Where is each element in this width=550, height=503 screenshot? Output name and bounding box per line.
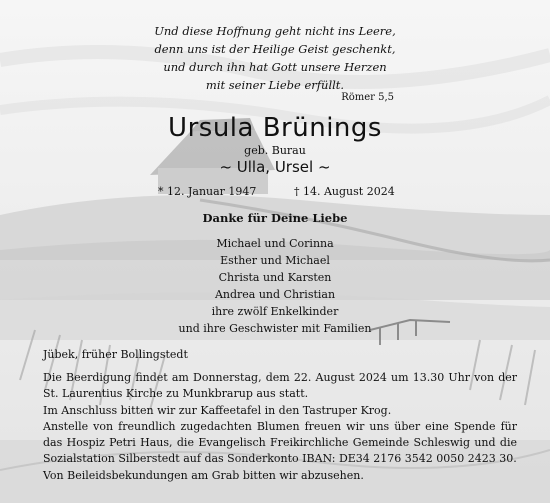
- verse-reference: Römer 5,5: [341, 92, 394, 103]
- reception-paragraph: Im Anschluss bitten wir zur Kaffeetafel in den Tastruper Krog.: [43, 403, 392, 417]
- verse-line: denn uns ist der Heilige Geist geschenkt,: [154, 42, 396, 56]
- donation-paragraph: Anstelle von freundlich zugedachten Blumen freuen wir uns über eine Spende für das Hospiz Petri Haus, die Evangelisch Freikirchliche Gemeinde Schleswig und die Sozialstation Silberstedt auf das Sonderkonto IBAN: DE34 2176 3542 0050 2423 30.: [43, 419, 517, 466]
- deceased-name: Ursula Brünings: [168, 113, 382, 143]
- family-member: Andrea und Christian: [214, 288, 336, 301]
- family-member: Christa und Karsten: [218, 271, 332, 284]
- birth-name: geb. Burau: [244, 144, 306, 157]
- family-member: ihre zwölf Enkelkinder: [211, 305, 339, 318]
- bible-verse: [0, 22, 550, 94]
- thanks-heading: Danke für Deine Liebe: [202, 211, 348, 225]
- family-member: Esther und Michael: [220, 254, 330, 267]
- death-date: † 14. August 2024: [294, 185, 395, 198]
- condolence-paragraph: Von Beileidsbekundungen am Grab bitten wir abzusehen.: [43, 468, 364, 482]
- nickname: ~ Ulla, Ursel ~: [219, 158, 331, 176]
- verse-line: Und diese Hoffnung geht nicht ins Leere,: [154, 24, 396, 38]
- place-of-residence: Jübek, früher Bollingstedt: [43, 348, 188, 361]
- funeral-paragraph: Die Beerdigung findet am Donnerstag, dem 22. August 2024 um 13.30 Uhr von der St. Laurentius Kirche zu Munkbrarup aus statt.: [43, 371, 517, 401]
- family-list: [0, 235, 550, 337]
- birth-date: * 12. Januar 1947: [158, 185, 257, 198]
- verse-line: und durch ihn hat Gott unsere Herzen: [163, 60, 387, 74]
- family-member: Michael und Corinna: [216, 237, 334, 250]
- verse-line: mit seiner Liebe erfüllt.: [205, 78, 345, 92]
- funeral-details: [43, 370, 517, 484]
- family-member: und ihre Geschwister mit Familien: [178, 322, 372, 335]
